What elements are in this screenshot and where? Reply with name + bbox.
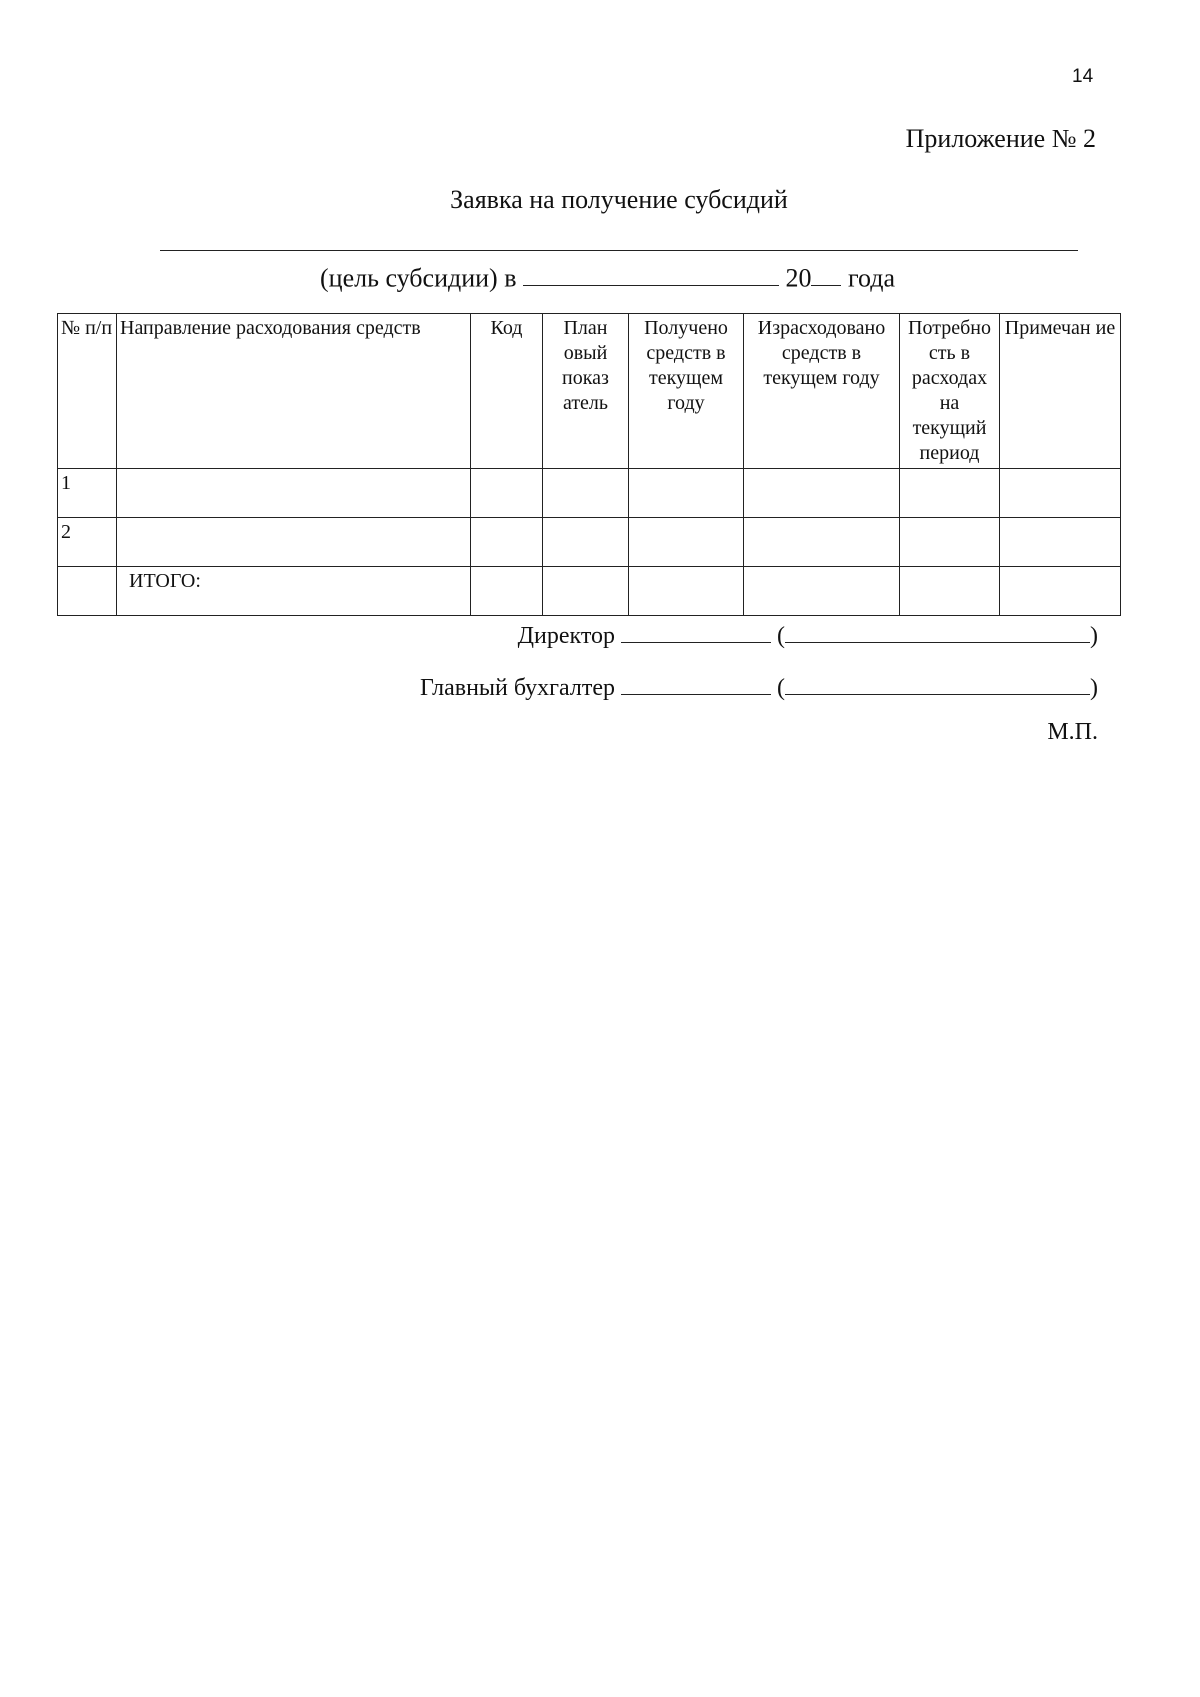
table-cell[interactable] xyxy=(543,518,629,567)
open-paren: ( xyxy=(777,675,785,702)
period-blank xyxy=(523,258,779,286)
header-note: Примечан ие xyxy=(1000,314,1121,469)
table-row xyxy=(58,469,1121,518)
table-cell[interactable] xyxy=(1000,567,1121,616)
table-cell[interactable]: 2 xyxy=(58,518,117,567)
table-cell[interactable] xyxy=(543,469,629,518)
table-cell[interactable] xyxy=(1000,469,1121,518)
purpose-label: (цель субсидии) в xyxy=(320,263,517,293)
table-cell[interactable] xyxy=(543,567,629,616)
year-blank xyxy=(811,258,841,286)
table-row xyxy=(58,518,1121,567)
subsidy-table xyxy=(57,313,1121,616)
accountant-signature-field[interactable] xyxy=(621,669,771,695)
table-cell[interactable] xyxy=(900,567,1000,616)
stamp-placeholder: М.П. xyxy=(1047,719,1098,745)
table-cell[interactable] xyxy=(629,518,744,567)
director-signature-row xyxy=(0,617,1098,650)
table-cell[interactable] xyxy=(117,469,471,518)
purpose-blank-line xyxy=(160,250,1078,251)
purpose-row xyxy=(320,258,895,293)
header-planned: План овый показ атель xyxy=(543,314,629,469)
table-cell[interactable] xyxy=(744,518,900,567)
table-total-row xyxy=(58,567,1121,616)
table-cell[interactable] xyxy=(900,518,1000,567)
table-cell[interactable] xyxy=(744,469,900,518)
document-title: Заявка на получение субсидий xyxy=(450,185,788,214)
table-cell[interactable] xyxy=(471,518,543,567)
table-cell[interactable]: 1 xyxy=(58,469,117,518)
header-code: Код xyxy=(471,314,543,469)
table-cell[interactable] xyxy=(471,469,543,518)
close-paren: ) xyxy=(1090,623,1098,650)
director-signature-field[interactable] xyxy=(621,617,771,643)
table-cell[interactable] xyxy=(900,469,1000,518)
table-cell[interactable] xyxy=(629,567,744,616)
table-cell[interactable] xyxy=(117,518,471,567)
accountant-name-field[interactable] xyxy=(785,669,1090,695)
header-number: № п/п xyxy=(58,314,117,469)
table-cell[interactable] xyxy=(744,567,900,616)
table-cell[interactable] xyxy=(471,567,543,616)
table-cell[interactable] xyxy=(629,469,744,518)
total-label: ИТОГО: xyxy=(117,567,471,616)
header-need: Потребно сть в расходах на текущий период xyxy=(900,314,1000,469)
year-prefix: 20 xyxy=(785,263,812,293)
table-header-row xyxy=(58,314,1121,469)
page-number: 14 xyxy=(1072,66,1094,87)
year-suffix: года xyxy=(847,263,896,293)
open-paren: ( xyxy=(777,623,785,650)
close-paren: ) xyxy=(1090,675,1098,702)
header-spent: Израсходовано средств в текущем году xyxy=(744,314,900,469)
appendix-label: Приложение № 2 xyxy=(905,124,1096,153)
accountant-label: Главный бухгалтер xyxy=(420,675,615,702)
accountant-signature-row xyxy=(0,669,1098,702)
director-name-field[interactable] xyxy=(785,617,1090,643)
director-label: Директор xyxy=(517,623,615,650)
table-cell[interactable] xyxy=(1000,518,1121,567)
header-direction: Направление расходования средств xyxy=(117,314,471,469)
table-cell[interactable] xyxy=(58,567,117,616)
header-received: Получено средств в текущем году xyxy=(629,314,744,469)
